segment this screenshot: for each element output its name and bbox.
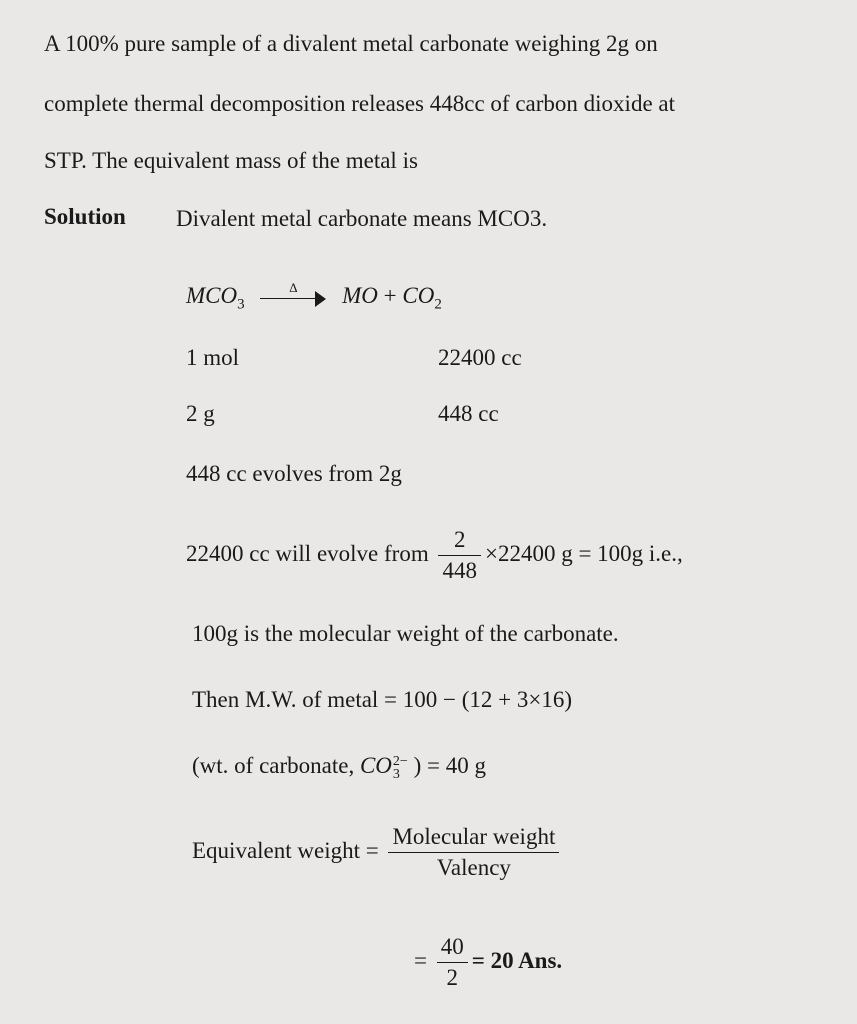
- answer-fraction: [437, 932, 468, 993]
- answer-result: = 20 Ans.: [471, 948, 563, 973]
- metal-mw-line: Then M.W. of metal = 100 − (12 + 3×16): [192, 687, 573, 712]
- plus-sign: +: [383, 283, 397, 308]
- row2-left: 2 g: [186, 401, 215, 426]
- carbonate-line: [192, 752, 486, 781]
- carbonate-ion: CO: [359, 753, 392, 778]
- solution-label: Solution: [44, 204, 126, 229]
- reaction-arrow: [260, 279, 326, 308]
- heat-symbol: Δ: [289, 279, 298, 295]
- will-evolve-line: [186, 524, 683, 586]
- carbonate-ion-charge: 2− 3: [392, 753, 408, 782]
- answer-numerator: 40: [437, 932, 468, 963]
- row1-right: 22400 cc: [438, 345, 522, 370]
- equivalent-weight-fraction: [388, 822, 559, 883]
- will-evolve-suffix: ×22400 g = 100g i.e.,: [484, 541, 683, 566]
- equivalent-weight-line: [192, 818, 563, 884]
- molecular-weight-line: 100g is the molecular weight of the carbonate.: [192, 621, 619, 646]
- reactant: MCO: [186, 283, 238, 308]
- fraction-2-over-448: [438, 525, 481, 586]
- reaction-equation: [186, 279, 442, 319]
- product-b: CO: [402, 283, 435, 308]
- problem-line-1: A 100% pure sample of a divalent metal carbonate weighing 2g on: [44, 31, 658, 56]
- reactant-subscript: 3: [237, 296, 245, 313]
- product-a: MO: [342, 283, 378, 308]
- row2-right: 448 cc: [438, 401, 499, 426]
- equivalent-weight-label: Equivalent weight =: [192, 838, 379, 863]
- row1-left: 1 mol: [186, 345, 240, 370]
- product-b-subscript: 2: [434, 296, 442, 313]
- solution-intro: Divalent metal carbonate means MCO3.: [176, 206, 548, 231]
- carbonate-suffix: ) = 40 g: [413, 753, 486, 778]
- carbonate-prefix: (wt. of carbonate,: [192, 753, 355, 778]
- answer-denominator: 2: [446, 965, 458, 991]
- answer-equals: =: [414, 948, 427, 973]
- equivalent-denominator: Valency: [436, 855, 511, 881]
- evolves-line: 448 cc evolves from 2g: [186, 461, 402, 486]
- answer-line: [414, 928, 562, 994]
- fraction-numerator: 2: [438, 525, 481, 556]
- problem-line-2: complete thermal decomposition releases 448cc of carbon dioxide at: [44, 91, 675, 116]
- will-evolve-prefix: 22400 cc will evolve from: [186, 541, 429, 566]
- problem-line-3: STP. The equivalent mass of the metal is: [44, 148, 418, 173]
- equivalent-numerator: Molecular weight: [388, 822, 559, 853]
- fraction-denominator: 448: [442, 558, 477, 584]
